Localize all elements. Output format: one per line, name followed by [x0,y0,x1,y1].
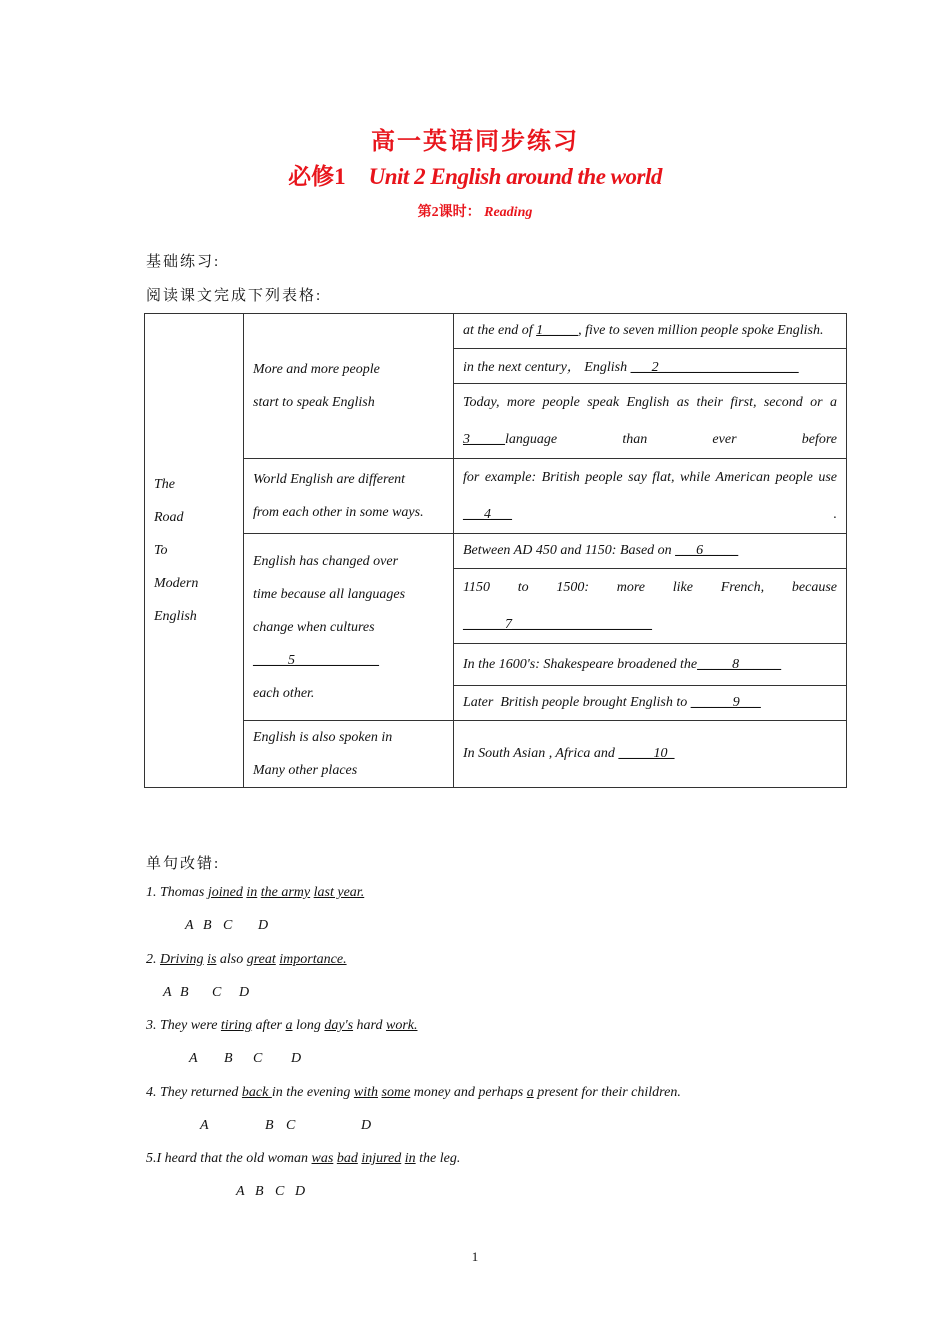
underlined-segment: a [526,1085,534,1100]
detail-text: Today, more people speak English as their first, second or a [463,395,837,410]
underlined-segment: injured [361,1151,402,1166]
option-b: B [203,918,212,933]
detail-cell [454,534,847,569]
underlined-segment: was [311,1151,334,1166]
detail-text: in the next century， English [463,360,631,375]
table-instruction: 阅读课文完成下列表格: [146,288,323,304]
option-a: A [163,985,172,1000]
point-cell [244,459,454,534]
detail-cell [454,349,847,384]
question-4 [146,1085,681,1101]
sentence-segment: Thomas [160,885,208,900]
underlined-segment: a [285,1018,293,1033]
sentence-segment: money and perhaps [410,1085,527,1100]
underlined-segment: with [353,1085,379,1100]
point-line: Many other places [253,763,358,778]
option-d: D [291,1051,302,1066]
blank-8: _____8______ [697,656,782,672]
detail-text: In the 1600's: Shakespeare broadened the [463,656,698,672]
detail-cell [454,721,847,788]
point-line: English is also spoken in [253,730,393,745]
detail-text: Between AD 450 and 1150: Based on [463,543,676,558]
question-2 [146,952,347,968]
option-c: C [275,1184,285,1199]
underlined-segment: last year. [313,885,365,900]
reading-table [144,313,847,788]
subtitle-en: Unit 2 English around the world [368,164,662,189]
option-a: A [200,1118,209,1133]
option-c: C [212,985,222,1000]
option-a: A [189,1051,198,1066]
page-subtitle [0,158,950,191]
option-c: C [223,918,233,933]
underlined-segment: importance. [279,952,347,967]
blank-5: _____5____________ [253,652,379,668]
underlined-segment: Driving [160,952,204,967]
point-line: start to speak English [253,395,375,410]
detail-text: language than ever before [505,432,837,447]
topic-line: English [154,609,197,624]
detail-text: 1150 to 1500: more like French, because [463,580,837,595]
blank-6: ___6_____ [675,543,739,558]
detail-text: at the end of [463,323,537,338]
question-3 [146,1018,417,1034]
question-5 [146,1151,460,1167]
underlined-segment: in [404,1151,416,1166]
question-number: 1. [146,885,160,900]
topic-line: To [154,543,168,558]
sentence-segment: also [216,952,247,967]
point-line: change when cultures [253,619,375,635]
underlined-segment: work. [385,1018,418,1033]
underlined-segment: is [207,952,217,967]
page-title: 高一英语同步练习 [371,129,579,155]
option-b: B [265,1118,274,1133]
question-number: 3. [146,1018,160,1033]
detail-text: , five to seven million people spoke English. [578,323,824,338]
blank-4: ___4___ [463,507,512,522]
point-cell [244,534,454,721]
sentence-segment: after [252,1018,286,1033]
point-line: English has changed over [253,553,399,569]
underlined-segment: tiring [220,1018,253,1033]
question-number: 5. [146,1151,157,1166]
option-b: B [255,1184,264,1199]
blank-2: ___2____________________ [630,360,799,375]
underlined-segment: in [246,885,258,900]
topic-cell [145,314,244,788]
underlined-segment: great [246,952,276,967]
underlined-segment: back [241,1085,272,1100]
detail-text: In South Asian , Africa and [463,746,619,761]
underlined-segment: some [381,1085,411,1100]
question-number: 4. [146,1085,160,1100]
option-d: D [258,918,269,933]
question-1 [146,885,364,901]
blank-7: ______7____________________ [463,617,652,632]
option-a: A [236,1184,245,1199]
option-b: B [224,1051,233,1066]
sentence-segment: the leg. [415,1151,461,1166]
option-d: D [295,1184,306,1199]
point-cell [244,721,454,788]
detail-text: for example: British people say flat, while American people use [463,470,837,485]
sentence-segment: in the evening [271,1085,354,1100]
option-c: C [286,1118,296,1133]
option-d: D [239,985,250,1000]
lesson-title [0,201,950,221]
point-line: World English are different [253,472,406,487]
detail-cell [454,644,847,686]
blank-1: 1_____ [536,323,579,338]
sentence-segment: hard [353,1018,386,1033]
detail-text: . [512,507,837,522]
section-heading-basic: 基础练习: [146,254,221,270]
option-b: B [180,985,189,1000]
sentence-segment: They returned [160,1085,242,1100]
detail-cell [454,569,847,644]
detail-cell [454,384,847,459]
section-heading-correction: 单句改错: [146,856,221,872]
point-line: from each other in some ways. [253,505,424,520]
subtitle-cn: 必修1 [288,164,346,189]
underlined-segment: bad [336,1151,358,1166]
detail-cell [454,686,847,721]
option-c: C [253,1051,263,1066]
topic-line: The [154,477,175,492]
option-a: A [185,918,194,933]
option-d: D [361,1118,372,1133]
sentence-segment: long [292,1018,325,1033]
detail-cell [454,459,847,534]
underlined-segment: joined [207,885,243,900]
blank-9: ______9___ [690,695,761,710]
detail-cell [454,314,847,349]
sentence-segment: present for their children. [533,1085,681,1100]
page-number: 1 [471,1249,479,1264]
underlined-segment: day's [324,1018,354,1033]
sentence-segment: They were [160,1018,221,1033]
point-line: time because all languages [253,586,406,602]
blank-10: _____10_ [618,746,675,761]
question-number: 2. [146,952,160,967]
point-cell [244,314,454,459]
point-line: More and more people [253,362,380,377]
lesson-en: Reading [484,205,533,220]
blank-3: 3_____ [463,432,505,447]
detail-text: Later British people brought English to [463,695,691,710]
topic-line: Road [154,510,184,525]
lesson-cn: 第2课时： [417,205,481,220]
point-line: each other. [253,685,315,701]
underlined-segment: the army [260,885,311,900]
sentence-segment: I heard that the old woman [156,1151,312,1166]
topic-line: Modern [154,576,199,591]
